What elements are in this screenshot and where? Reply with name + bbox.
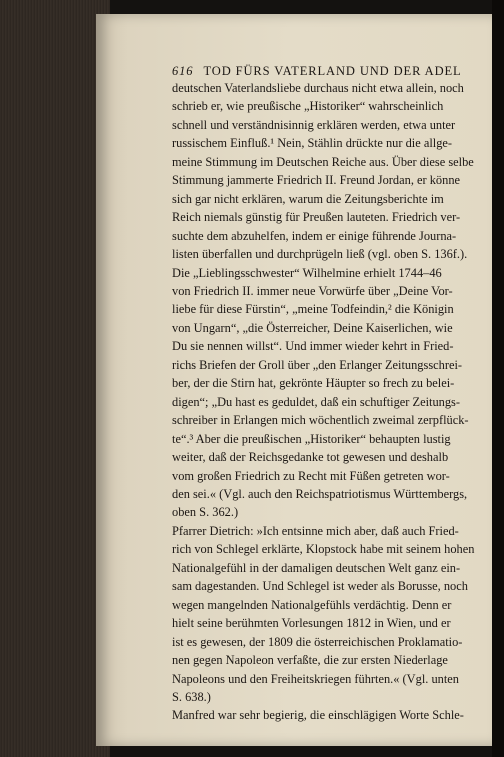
text-line: Du sie nennen willst“. Und immer wieder kehrt in Fried- bbox=[172, 339, 454, 354]
text-line: hielt seine berühmten Vorlesungen 1812 in Wien, und er bbox=[172, 616, 451, 631]
text-line: nen gegen Napoleon verfaßte, die zur ersten Niederlage bbox=[172, 653, 448, 668]
text-line: schrieb er, wie preußische „Historiker“ wahrscheinlich bbox=[172, 99, 444, 114]
page-number: 616 bbox=[172, 64, 194, 78]
text-line: schreiber in Erlangen mich wöchentlich zweimal zerpflück- bbox=[172, 413, 469, 428]
text-line: Pfarrer Dietrich: »Ich entsinne mich aber, daß auch Fried- bbox=[172, 523, 459, 538]
text-line: Manfred war sehr begierig, die einschlägigen Worte Schle- bbox=[172, 708, 464, 723]
text-line: schnell und verständnisinnig erklären werden, etwa unter bbox=[172, 117, 456, 132]
text-line: weiter, daß der Reichsgedanke tot gewesen und deshalb bbox=[172, 450, 449, 465]
page-edges bbox=[0, 0, 110, 757]
text-line: vom großen Friedrich zu Recht mit Füßen getreten wor- bbox=[172, 468, 450, 483]
text-line: listen überfallen und durchprügeln ließ (vgl. oben S. 136f.). bbox=[172, 247, 468, 262]
text-line: Stimmung jammerte Friedrich II. Freund Jordan, er könne bbox=[172, 173, 461, 188]
text-line: sam dagestanden. Und Schlegel ist weder als Borusse, noch bbox=[172, 579, 468, 594]
text-line: suchte dem abzuhelfen, indem er einige führende Journa- bbox=[172, 228, 457, 243]
text-line: liebe für diese Fürstin“, „meine Todfeindin,² die Königin bbox=[172, 302, 454, 317]
right-edge bbox=[492, 0, 504, 757]
body-text bbox=[172, 79, 484, 725]
text-line: ber, der die Stirn hat, gekrönte Häupter so frech zu belei- bbox=[172, 376, 455, 391]
text-line: von Ungarn“, „die Österreicher, Deine Kaiserlichen, wie bbox=[172, 320, 453, 335]
text-line: den sei.« (Vgl. auch den Reichspatriotismus Württembergs, bbox=[172, 486, 468, 501]
text-line: te“.³ Aber die preußischen „Historiker“ behaupten lustig bbox=[172, 431, 451, 446]
text-line: Nationalgefühl in der damaligen deutschen Welt ganz ein- bbox=[172, 560, 461, 575]
text-line: rich von Schlegel erklärte, Klopstock habe mit seinem hohen bbox=[172, 542, 475, 557]
text-line: S. 638.) bbox=[172, 689, 211, 704]
text-line: russischem Einfluß.¹ Nein, Stählin drückte nur die allge- bbox=[172, 136, 453, 151]
text-line: digen“; „Du hast es geduldet, daß ein schuftiger Zeitungs- bbox=[172, 394, 460, 409]
text-line: richs Briefen der Groll über „den Erlanger Zeitungsschrei- bbox=[172, 357, 463, 372]
running-header bbox=[172, 64, 484, 79]
text-line: wegen mangelnden Nationalgefühls verdächtig. Denn er bbox=[172, 597, 452, 612]
text-line: Die „Lieblingsschwester“ Wilhelmine erhielt 1744–46 bbox=[172, 265, 442, 280]
text-line: oben S. 362.) bbox=[172, 505, 239, 520]
text-line: deutschen Vaterlandsliebe durchaus nicht etwa allein, noch bbox=[172, 81, 464, 95]
text-line: sich gar nicht erklären, warum die Zeitungsberichte im bbox=[172, 191, 444, 206]
text-line: Reich niemals günstig für Preußen lauteten. Friedrich ver- bbox=[172, 210, 461, 225]
text-line: von Friedrich II. immer neue Vorwürfe über „Deine Vor- bbox=[172, 283, 453, 298]
text-line: Napoleons und den Freiheitskriegen führten.« (Vgl. unten bbox=[172, 671, 459, 686]
text-line: meine Stimmung im Deutschen Reiche aus. Über diese selbe bbox=[172, 154, 474, 169]
running-title: TOD FÜRS VATERLAND UND DER ADEL bbox=[203, 64, 462, 78]
text-line: ist es gewesen, der 1809 die österreichischen Proklamatio- bbox=[172, 634, 463, 649]
